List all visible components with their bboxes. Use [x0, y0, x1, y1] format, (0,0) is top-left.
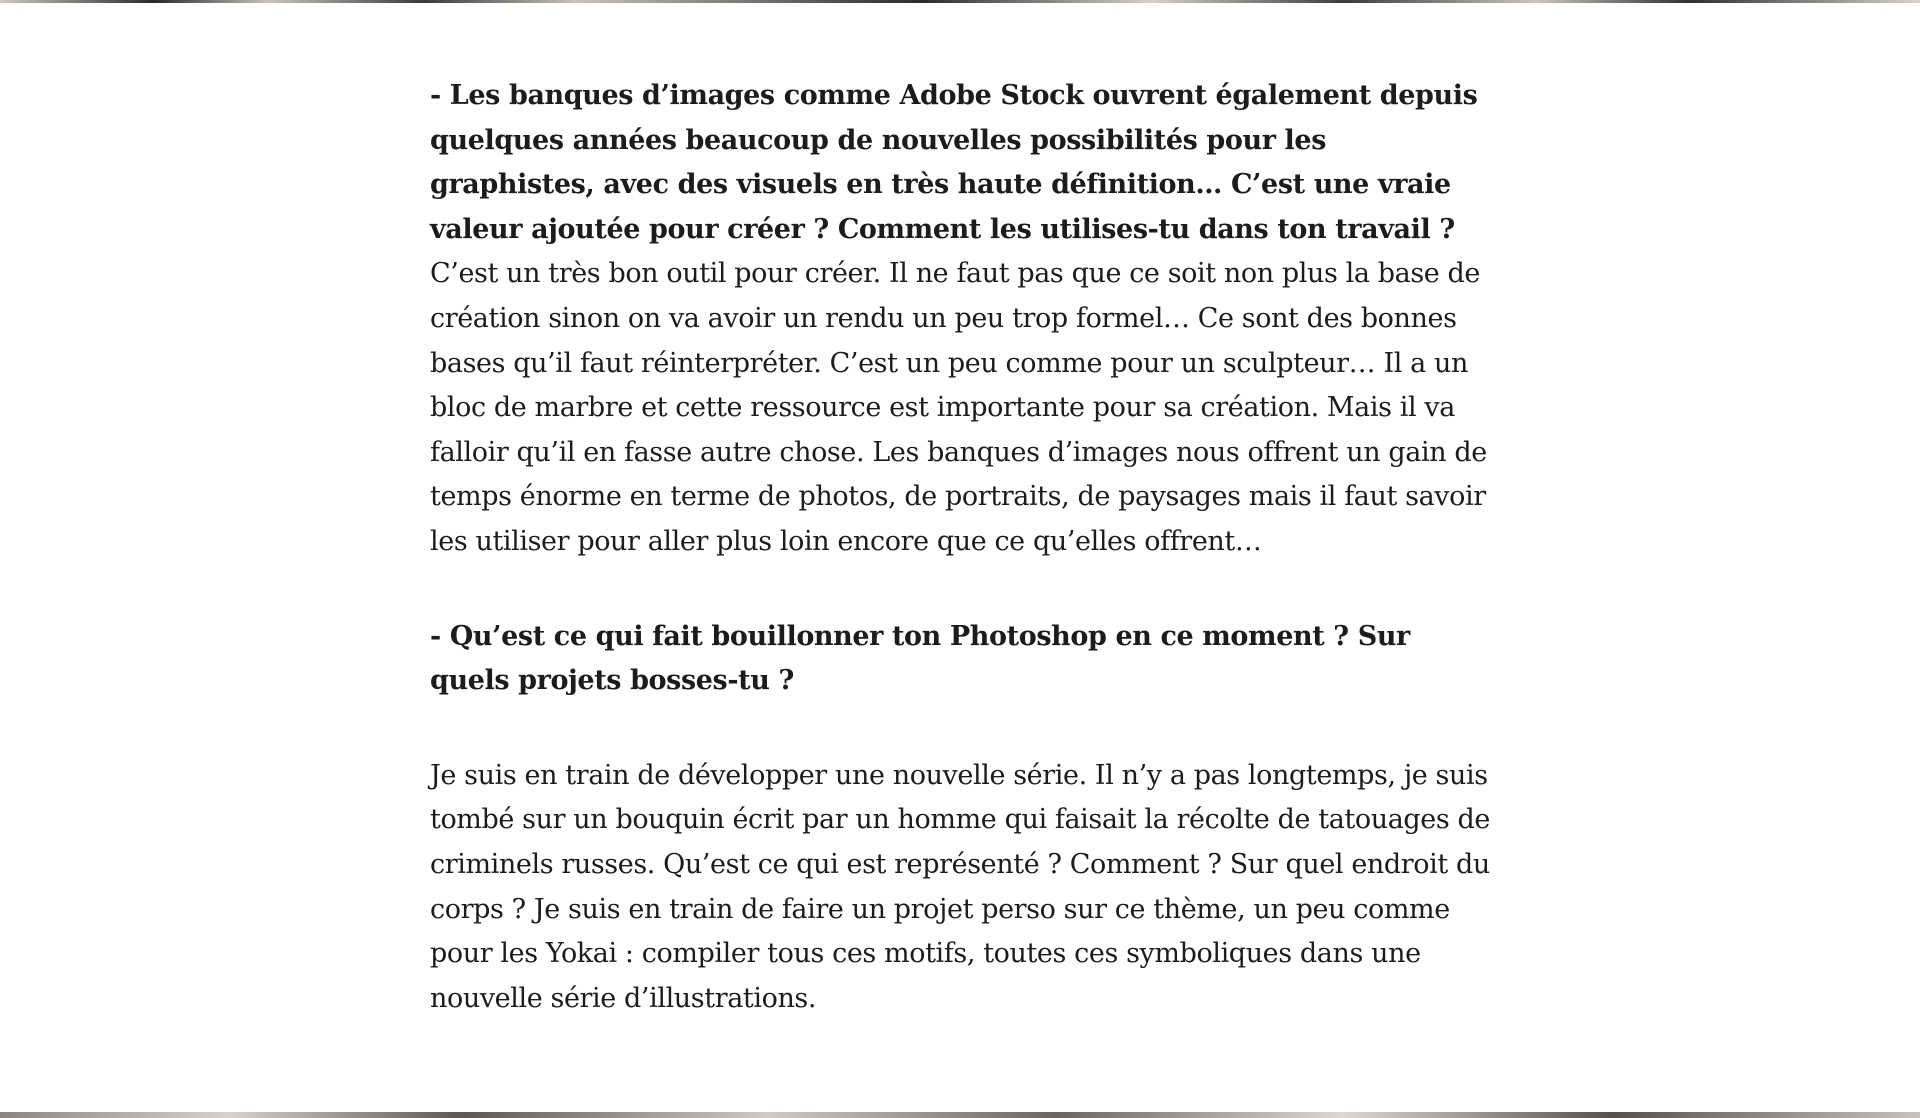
- interview-article: [430, 74, 1490, 1021]
- interview-answer-2: Je suis en train de développer une nouvelle série. Il n’y a pas longtemps, je suis tombé sur un bouquin écrit par un homme qui faisait la récolte de tatouages de criminels russes. Qu’est ce qui est représenté ? Comment ? Sur quel endroit du corps ? Je suis en train de faire un projet perso sur ce thème, un peu comme pour les Yokai : compiler tous ces motifs, toutes ces symboliques dans une nouvelle série d’illustrations.: [430, 759, 1490, 1014]
- interview-question-1: - Les banques d’images comme Adobe Stock ouvrent également depuis quelques années beaucoup de nouvelles possibilités pour les graphistes, avec des visuels en très haute définition… C’est une vraie valeur ajoutée pour créer ? Comment les utilises-tu dans ton travail ?: [430, 80, 1478, 245]
- bottom-image-edge: [0, 1112, 1920, 1118]
- interview-paragraph-3: [430, 754, 1490, 1022]
- interview-question-2: - Qu’est ce qui fait bouillonner ton Photoshop en ce moment ? Sur quels projets bosses-tu ?: [430, 620, 1410, 697]
- top-image-edge: [0, 0, 1920, 3]
- interview-answer-1: C’est un très bon outil pour créer. Il ne faut pas que ce soit non plus la base de création sinon on va avoir un rendu un peu trop formel… Ce sont des bonnes bases qu’il faut réinterpréter. C’est un peu comme pour un sculpteur… Il a un bloc de marbre et cette ressource est importante pour sa création. Mais il va falloir qu’il en fasse autre chose. Les banques d’images nous offrent un gain de temps énorme en terme de photos, de portraits, de paysages mais il faut savoir les utiliser pour aller plus loin encore que ce qu’elles offrent…: [430, 258, 1487, 557]
- interview-paragraph-2: [430, 615, 1490, 704]
- interview-paragraph-1: [430, 74, 1490, 565]
